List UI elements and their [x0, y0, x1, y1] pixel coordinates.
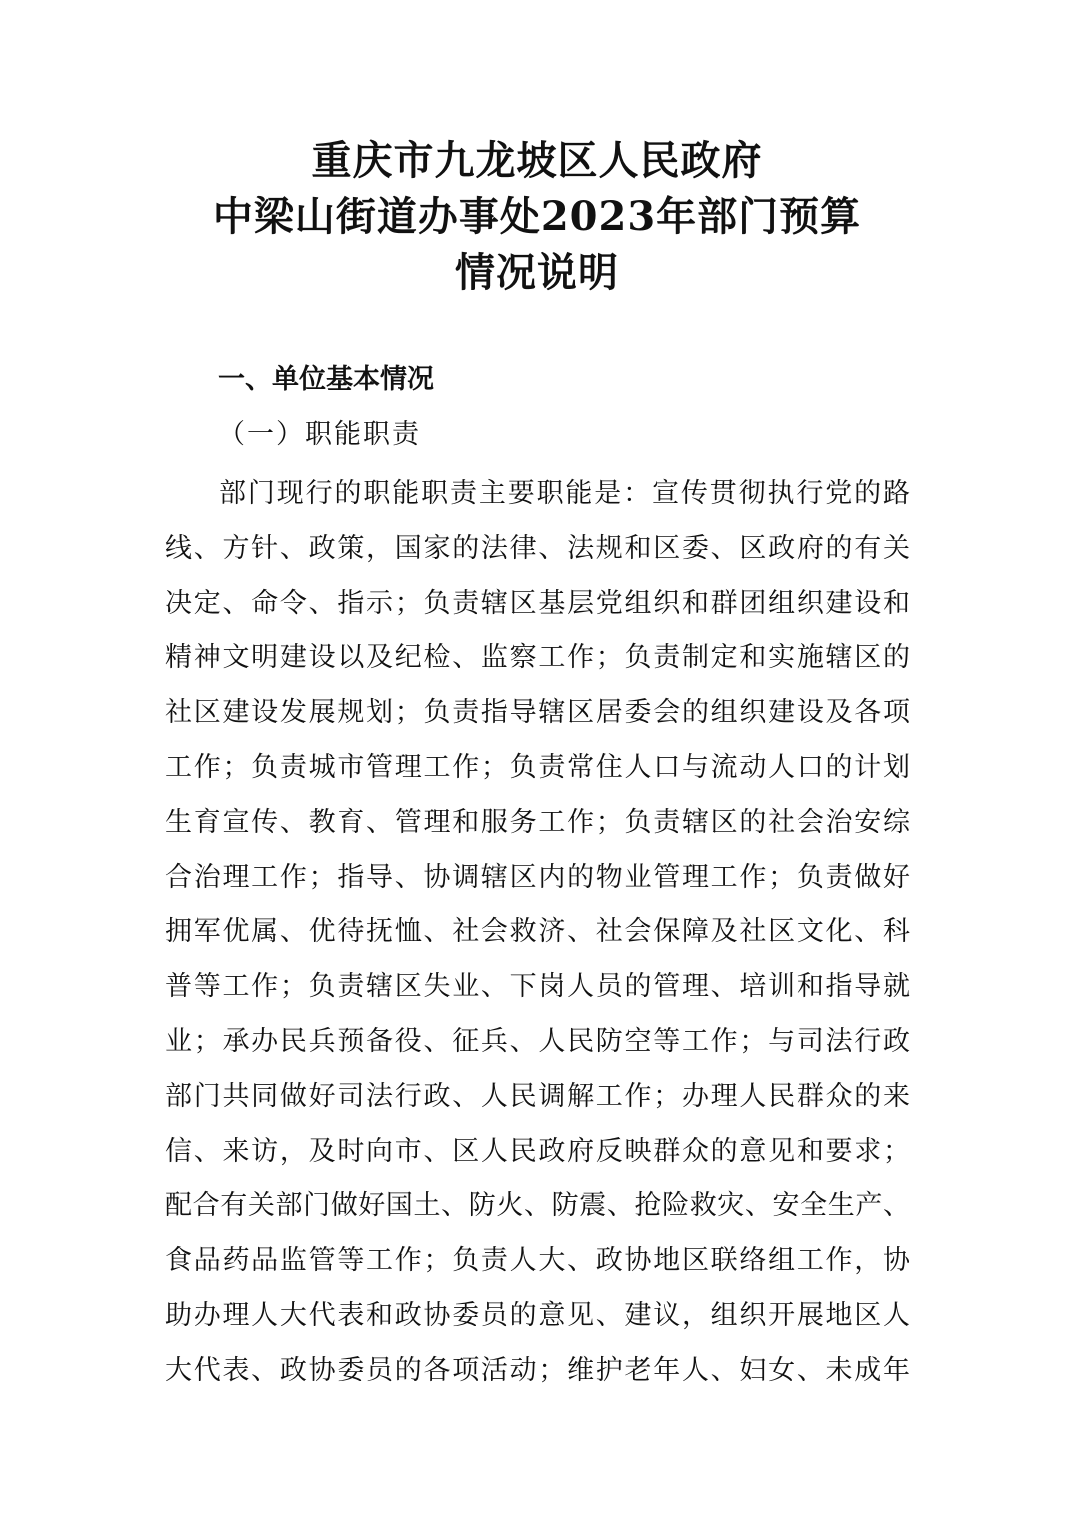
body-line: 普等工作；负责辖区失业、下岗人员的管理、培训和指导就	[165, 971, 910, 1003]
body-line: 业；承办民兵预备役、征兵、人民防空等工作；与司法行政	[165, 1025, 910, 1057]
body-line: 线、方针、政策，国家的法律、法规和区委、区政府的有关	[165, 532, 910, 564]
body-line: 精神文明建设以及纪检、监察工作；负责制定和实施辖区的	[165, 642, 910, 674]
body-line: 信、来访，及时向市、区人民政府反映群众的意见和要求；	[165, 1135, 910, 1167]
title-line-2: 中梁山街道办事处2023年部门预算	[212, 193, 862, 240]
section-heading: 一、单位基本情况	[218, 364, 434, 395]
title-line-3: 情况说明	[455, 249, 619, 296]
body-line: 大代表、政协委员的各项活动；维护老年人、妇女、未成年	[165, 1354, 910, 1386]
body-line: 生育宣传、教育、管理和服务工作；负责辖区的社会治安综	[165, 806, 910, 838]
body-line: 拥军优属、优待抚恤、社会救济、社会保障及社区文化、科	[165, 916, 910, 948]
body-paragraph	[165, 467, 910, 1399]
body-line: 决定、命令、指示；负责辖区基层党组织和群团组织建设和	[165, 587, 910, 619]
body-line: 部门共同做好司法行政、人民调解工作；办理人民群众的来	[165, 1080, 910, 1112]
body-line: 配合有关部门做好国土、防火、防震、抢险救灾、安全生产、	[165, 1190, 910, 1222]
document-title	[0, 133, 1074, 301]
body-line: 工作；负责城市管理工作；负责常住人口与流动人口的计划	[165, 751, 910, 783]
body-line: 部门现行的职能职责主要职能是：宣传贯彻执行党的路	[219, 478, 910, 509]
body-line: 合治理工作；指导、协调辖区内的物业管理工作；负责做好	[165, 861, 910, 893]
sub-heading: （一）职能职责	[218, 419, 421, 450]
body-line: 助办理人大代表和政协委员的意见、建议，组织开展地区人	[165, 1299, 910, 1331]
title-line-1: 重庆市九龙坡区人民政府	[311, 137, 763, 184]
body-line: 食品药品监管等工作；负责人大、政协地区联络组工作，协	[165, 1245, 910, 1277]
body-line: 社区建设发展规划；负责指导辖区居委会的组织建设及各项	[165, 697, 910, 729]
